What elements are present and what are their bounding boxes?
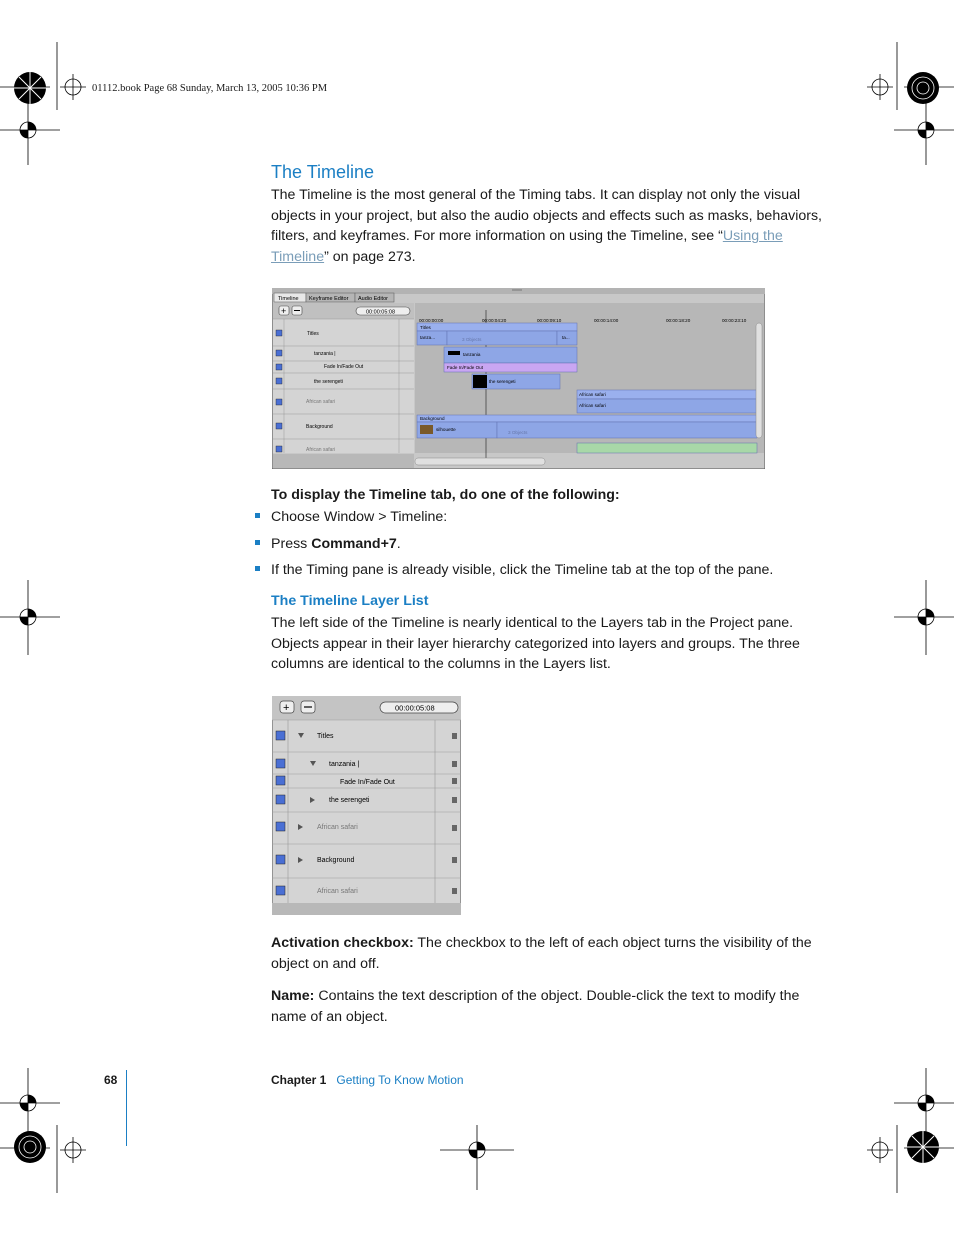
list-item xyxy=(255,534,835,554)
chapter-title: Getting To Know Motion xyxy=(336,1073,464,1087)
ruler-5: 00:00:23:10 xyxy=(722,318,747,323)
ruler-0: 00:00:00:00 xyxy=(419,318,444,323)
definition-term: Name: xyxy=(271,988,315,1004)
bullet-text: Choose Window > Timeline: xyxy=(271,509,448,525)
layer-fade[interactable]: Fade In/Fade Out xyxy=(324,364,364,370)
list-layer-fade[interactable]: Fade In/Fade Out xyxy=(340,779,395,786)
bar-ta: ta... xyxy=(562,335,570,340)
bullet-mark xyxy=(255,513,260,518)
definition-term: Activation checkbox: xyxy=(271,935,414,951)
svg-text:+: + xyxy=(281,306,287,316)
instructions-list xyxy=(255,507,835,587)
ruler-1: 00:00:04:20 xyxy=(482,318,507,323)
ruler-3: 00:00:14:00 xyxy=(594,318,619,323)
intro-paragraph xyxy=(271,185,831,267)
svg-text:+: + xyxy=(283,702,290,714)
timeline-screenshot xyxy=(272,288,765,469)
bullet-text: Press xyxy=(271,535,312,552)
subsection-body: The left side of the Timeline is nearly identical to the Layers tab in the Project pane. Objects appear in their layer hierarchy categorized into layers and groups. The three columns are identical to the columns in the Layers list. xyxy=(271,615,800,672)
layer-tanzania[interactable]: tanzania | xyxy=(314,351,336,357)
timecode-readout: 00:00:05:08 xyxy=(366,309,396,316)
layer-audio[interactable]: African safari xyxy=(306,447,336,453)
tab-keyframe-editor[interactable]: Keyframe Editor xyxy=(309,296,349,302)
bar-objects-2: 3 Objects xyxy=(508,430,528,435)
ruler-2: 00:00:09:10 xyxy=(537,318,562,323)
bullet-text-end: . xyxy=(396,535,401,552)
bar-tanzania: tanzania xyxy=(463,352,481,357)
layer-background[interactable]: Background xyxy=(306,424,333,430)
list-layer-background[interactable]: Background xyxy=(317,857,355,864)
list-layer-titles[interactable]: Titles xyxy=(317,733,334,740)
list-item xyxy=(255,507,835,527)
footer-chapter xyxy=(271,1073,464,1087)
bullet-text: If the Timing pane is already visible, click the Timeline tab at the top of the pane. xyxy=(271,562,774,578)
layer-titles[interactable]: Titles xyxy=(307,331,319,337)
tab-audio-editor[interactable]: Audio Editor xyxy=(358,296,388,302)
bar-titles: Titles xyxy=(420,325,431,330)
layer-african-safari[interactable]: African safari xyxy=(306,399,336,405)
layer-list-screenshot xyxy=(272,696,461,915)
bar-african-2: African safari xyxy=(579,403,606,408)
bar-tanzania-short: tanza... xyxy=(420,335,436,340)
tab-timeline[interactable]: Timeline xyxy=(278,296,299,302)
layer-serengeti[interactable]: the serengeti xyxy=(314,379,343,385)
definition-text: Contains the text description of the object. Double-click the text to modify the name of an object. xyxy=(271,988,800,1025)
instructions-lead: To display the Timeline tab, do one of the following: xyxy=(271,487,620,503)
intro-text-end: ” on page 273. xyxy=(324,248,416,265)
definition-name xyxy=(271,986,831,1027)
timecode-readout-2: 00:00:05:08 xyxy=(395,703,435,713)
using-timeline-link[interactable]: Using the Timeline xyxy=(271,228,783,265)
ruler-4: 00:00:18:20 xyxy=(666,318,691,323)
shortcut-key: Command+7 xyxy=(311,535,397,552)
list-layer-tanzania[interactable]: tanzania | xyxy=(329,761,360,768)
list-layer-serengeti[interactable]: the serengeti xyxy=(329,797,370,804)
print-header: 01112.book Page 68 Sunday, March 13, 2005 10:36 PM xyxy=(92,83,328,94)
bullet-mark xyxy=(255,540,260,545)
bar-silhouette: silhouette xyxy=(436,427,456,432)
subsection-title: The Timeline Layer List xyxy=(271,593,429,609)
section-title: The Timeline xyxy=(271,162,375,182)
definition-activation xyxy=(271,933,831,974)
bar-objects-1: 3 Objects xyxy=(462,337,482,342)
definition-text: The checkbox to the left of each object turns the visibility of the object on and off. xyxy=(271,935,812,972)
bullet-mark xyxy=(255,566,260,571)
list-layer-african[interactable]: African safari xyxy=(317,824,358,831)
intro-text: The Timeline is the most general of the Timing tabs. It can display not only the visual objects in your project, but also the audio objects and effects such as masks, behaviors, filters, and keyframes. For more information on using the Timeline, see “ xyxy=(271,187,822,244)
list-layer-audio[interactable]: African safari xyxy=(317,888,358,895)
list-item xyxy=(255,560,835,580)
page-number: 68 xyxy=(104,1073,118,1087)
bar-serengeti: the serengeti xyxy=(489,379,516,384)
bar-african: African safari xyxy=(579,392,606,397)
bar-fade: Fade In/Fade Out xyxy=(447,365,484,370)
chapter-label: Chapter 1 xyxy=(271,1073,327,1087)
footer-divider xyxy=(126,1070,127,1146)
bar-background: Background xyxy=(420,416,445,421)
